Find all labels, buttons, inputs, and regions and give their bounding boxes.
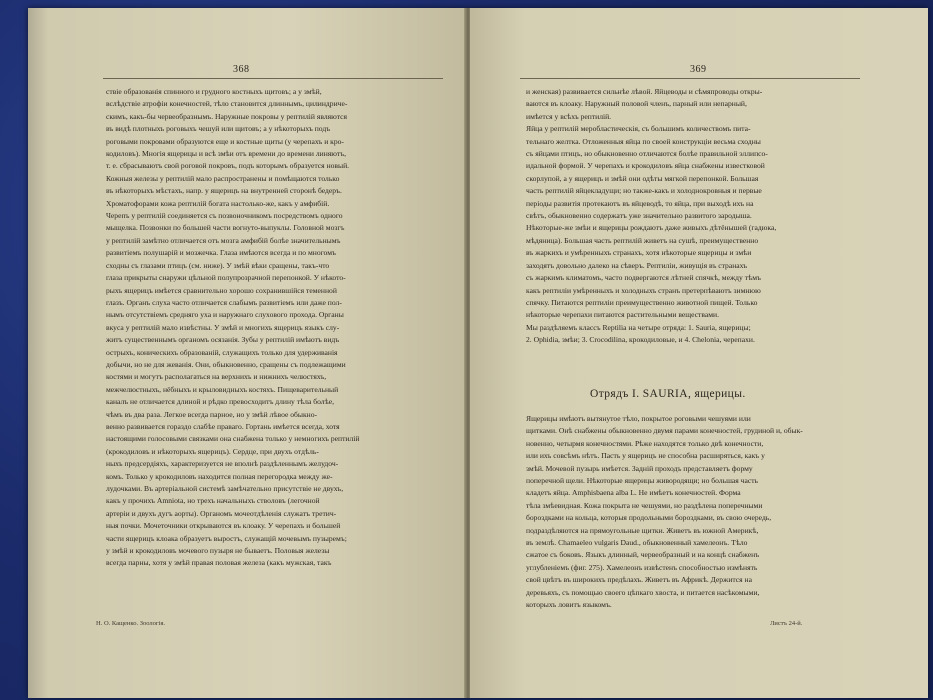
text-line: въ нѣкоторыхъ мѣстахъ, напр. у ящерицъ на внутренней сторонѣ бедеръ. <box>106 186 342 196</box>
text-line: кладетъ яйца. Amphisbaena alba L. Не имѣетъ конечностей. Форма <box>526 488 741 498</box>
text-line: періоды развитія протекаютъ въ яйцеводѣ, то яйца, при выходѣ ихъ на <box>526 198 754 208</box>
text-line: ныхъ предсердіяхъ, характеризуется не вполнѣ раздѣленнымъ желудоч- <box>106 459 339 469</box>
text-line: съ жаркимъ климатомъ, часто подвергаются лѣтней спячкѣ, между тѣмъ <box>526 273 761 283</box>
text-line: чѣмъ въ два раза. Легкое всегда парное, но у змѣй лѣвое обыкно- <box>106 409 318 419</box>
text-line: добычи, но не для жеванія. Они, обыкновенно, сращены съ подлежащими <box>106 359 346 369</box>
footer-signature: Н. О. Кащенко. Зоологія. <box>96 620 165 627</box>
text-line: кодиловъ). Многія ящерицы и всѣ змѣи отъ времени до времени линяютъ, <box>106 149 347 159</box>
text-line: какъ рептиліи умѣренныхъ и холодныхъ странъ претерпѣваютъ зимнюю <box>526 285 761 295</box>
text-line: вкуса у рептилій мало извѣстны. У змѣй и многихъ ящерицъ языкъ слу- <box>106 322 340 332</box>
right-page <box>470 8 928 698</box>
text-line: спячку. Питаются рептиліи преимущественно животной пищей. Только <box>526 297 758 307</box>
text-line: у рептилій замѣтно отличается отъ мозга амфибій болѣе значительнымъ <box>106 235 341 245</box>
text-line: венно развивается гораздо слабѣе праваго. Гортань имѣется всегда, хотя <box>106 421 340 431</box>
text-line: бороздками на кольца, которыя продольными бороздками, въ свою очередь, <box>526 513 772 523</box>
text-line: (крокодиловъ и нѣкоторыхъ ящерицъ). Сердце, при двухъ отдѣль- <box>106 446 319 456</box>
text-line: артеріи и двухъ дугъ аорты). Органомъ мочеотдѣленія служатъ третич- <box>106 508 337 518</box>
text-line: Мы раздѣляемъ классъ Reptilia на четыре отряда: 1. Sauria, ящерицы; <box>526 322 751 332</box>
text-line: щитками. Онѣ снабжены обыкновенно двумя парами конечностей, грудиной и, обык- <box>526 426 803 436</box>
text-line: Черепъ у рептилій соединяется съ позвоночникомъ посредствомъ одного <box>106 211 343 221</box>
text-line: Кожныя железы у рептилій мало распространены и помѣщаются только <box>106 173 340 183</box>
page-number: 368 <box>233 64 250 75</box>
text-line: свѣтъ, обыкновенно содержатъ уже значительно развитого зародыша. <box>526 211 752 221</box>
text-line: рыхъ ящерицъ имѣется сравнительно хорошо сохранившійся теменной <box>106 285 337 295</box>
text-line: комъ. Только у крокодиловъ находится полная перегородка между же- <box>106 471 333 481</box>
text-line: ваются въ клоаку. Наружный половой членъ, парный или непарный, <box>526 99 747 109</box>
text-line: въ жаркихъ и умѣренныхъ странахъ, хотя нѣкоторые ящерицы и змѣи <box>526 248 752 258</box>
text-line: Хроматофорами кожа рептилій богата настолько-же, какъ у амфибій. <box>106 198 330 208</box>
text-line: межчелюстныхъ, нёбныхъ и крыловидныхъ костяхъ. Пищеварительный <box>106 384 339 394</box>
text-line: нѣкоторые черепахи питаются растительными веществами. <box>526 310 720 320</box>
text-line: житъ существеннымъ органомъ осязанія. Зубы у рептилій имѣютъ видъ <box>106 335 340 345</box>
text-line: мѣдяница). Большая часть рептилій живетъ на сушѣ, преимущественно <box>526 235 759 245</box>
open-book <box>28 8 928 698</box>
text-line: ствіе образованія спинного и грудного костныхъ щитовъ; а у змѣй, <box>106 87 322 96</box>
text-line: скимъ, какъ-бы червеобразнымъ. Наружные покровы у рептилій являются <box>106 111 347 121</box>
text-column-bottom <box>526 413 872 612</box>
text-line: у змѣй и крокодиловъ мочевого пузыря не бываетъ. Половыя железы <box>106 546 330 556</box>
text-line: заходятъ довольно далеко на сѣверъ. Рептиліи, живущія въ странахъ <box>526 260 748 270</box>
text-line: ныя почки. Мочеточники открываются въ клоаку. У черепахъ и большей <box>106 521 341 531</box>
text-line: Ящерицы имѣютъ вытянутое тѣло, покрытое роговыми чешуями или <box>526 414 751 423</box>
text-line: мыщелка. Позвонки по большей части вогнуто-выпуклы. Головной мозгъ <box>106 223 345 233</box>
text-line: змѣй. Мочевой пузырь имѣется. Заднiй проходъ представляетъ форму <box>526 463 753 473</box>
text-line: идальной формой. У черепахъ и крокодиловъ яйца снабжены известковой <box>526 161 765 171</box>
text-line: глазъ. Органъ слуха часто отличается слабымъ развитіемъ или даже пол- <box>106 297 342 307</box>
header-rule <box>520 78 860 79</box>
text-line: подраздѣляются на прямоугольные щитки. Живетъ въ южной Америкѣ, <box>526 525 759 535</box>
text-line: углубленіемъ (фиг. 275). Хамелеонъ извѣстенъ способностью измѣнять <box>526 562 758 572</box>
text-line: лудочками. Въ артеріальной системѣ замѣчательно присутствіе не двухъ, <box>106 484 344 493</box>
text-line: настоящими голосовыми связками она снабжена только у немногихъ рептилій <box>106 434 360 444</box>
text-line: Нѣкоторые-же змѣи и ящерицы рождаютъ даже живыхъ дѣтёнышей (гадюка, <box>526 223 777 233</box>
text-line: или ихъ совсѣмъ нѣтъ. Пасть у ящерицъ не способна расширяться, какъ у <box>526 451 765 461</box>
text-line: вслѣдствіе атрофіи конечностей, тѣло становится длиннымъ, цилиндриче- <box>106 99 348 109</box>
text-line: какъ у прочихъ Amniota, но трехъ начальныхъ стволовъ (легочной <box>106 496 320 506</box>
header-rule <box>103 78 443 79</box>
text-line: поперечной щели. Нѣкоторые ящерицы живородящи; но большая часть <box>526 476 759 486</box>
text-line: которыхъ ловитъ языкомъ. <box>526 600 612 610</box>
text-line: въ землѣ. Chamaeleo vulgaris Daud., обыкновенный хамелеонъ. Тѣло <box>526 538 748 548</box>
text-line: новенно, четырмя конечностями. Рѣже находятся только двѣ конечности, <box>526 438 764 448</box>
left-page <box>28 8 466 698</box>
text-line: съ яйцами птицъ, но обыкновенно отличаются болѣе правильной эллипсо- <box>526 149 768 159</box>
text-line: свой цвѣтъ въ широкихъ предѣлахъ. Живетъ въ Африкѣ. Держится на <box>526 575 752 585</box>
text-line: костями и могутъ располагаться на верхнихъ и нижнихъ челюстяхъ, <box>106 372 327 382</box>
text-line: острыхъ, коническихъ образованій, служащихъ только для удерживанія <box>106 347 338 357</box>
text-line: всегда парны, хотя у змѣй правая половая железа (какъ мужская, такъ <box>106 558 332 568</box>
text-line: глаза прикрыты снаружи цѣльной полупрозрачной перепонкой. У нѣкото- <box>106 273 346 283</box>
text-line: сжатое съ боковъ. Языкъ длинный, червеобразный и на концѣ снабженъ <box>526 550 760 560</box>
footer-sheet-number: Листъ 24-й. <box>770 620 803 627</box>
text-line: Яйца у рептилій меробластическія, съ большимъ количествомъ пита- <box>526 124 751 134</box>
text-line: тельнаго желтка. Отложенныя яйца по своей конструкціи весьма сходны <box>526 136 761 146</box>
text-line: 2. Ophidia, змѣи; 3. Crocodilina, крокодиловые, и 4. Chelonia, черепахи. <box>526 335 755 345</box>
text-line: въ видѣ плотныхъ роговыхъ чешуй или щитовъ; а у нѣкоторыхъ подъ <box>106 124 331 134</box>
text-line: т. е. сбрасываютъ свой роговой покровъ, подъ которымъ образуется новый. <box>106 161 350 171</box>
text-line: развитіемъ полушарій и мозжечка. Глаза имѣются всегда и по многомъ <box>106 248 336 258</box>
text-line: скорлупой, а у ящерицъ и змѣй они одѣты мягкой перепонкой. Большая <box>526 173 759 183</box>
text-column <box>106 86 446 570</box>
text-line: части ящерицъ клоака образуетъ выростъ, служащій мочевымъ пузыремъ; <box>106 533 347 543</box>
text-line: тѣла змѣевидная. Кожа покрыта не чешуями, но раздѣлена поперечными <box>526 500 763 510</box>
text-line: имѣется у всѣхъ рептилій. <box>526 111 612 121</box>
text-line: и женская) развивается сильнѣе лѣвой. Яйцеводы и сѣмяпроводы откры- <box>526 87 763 96</box>
section-heading: Отрядъ I. SAURIA, ящерицы. <box>590 388 746 400</box>
page-number: 369 <box>690 64 707 75</box>
text-line: каналъ не отличается длиной и рѣдко превосходитъ длину тѣла болѣе, <box>106 397 334 407</box>
text-line: роговыми покровами образуются еще и костные щиты (у черепахъ и кро- <box>106 136 344 146</box>
page-edge-shadow <box>28 8 48 698</box>
text-line: деревьяхъ, съ помощью своего цѣпкаго хвоста, и питается насѣкомыми, <box>526 587 760 597</box>
text-line: нымъ отсутствіемъ средняго уха и наружнаго слухового прохода. Органы <box>106 310 344 320</box>
text-line: сходны съ глазами птицъ (см. ниже). У змѣй вѣки сращены, такъ-что <box>106 260 330 270</box>
text-line: часть рептилій яйцекладущи; но также-какъ и холоднокровныя и первые <box>526 186 762 196</box>
text-column-top <box>526 86 872 347</box>
